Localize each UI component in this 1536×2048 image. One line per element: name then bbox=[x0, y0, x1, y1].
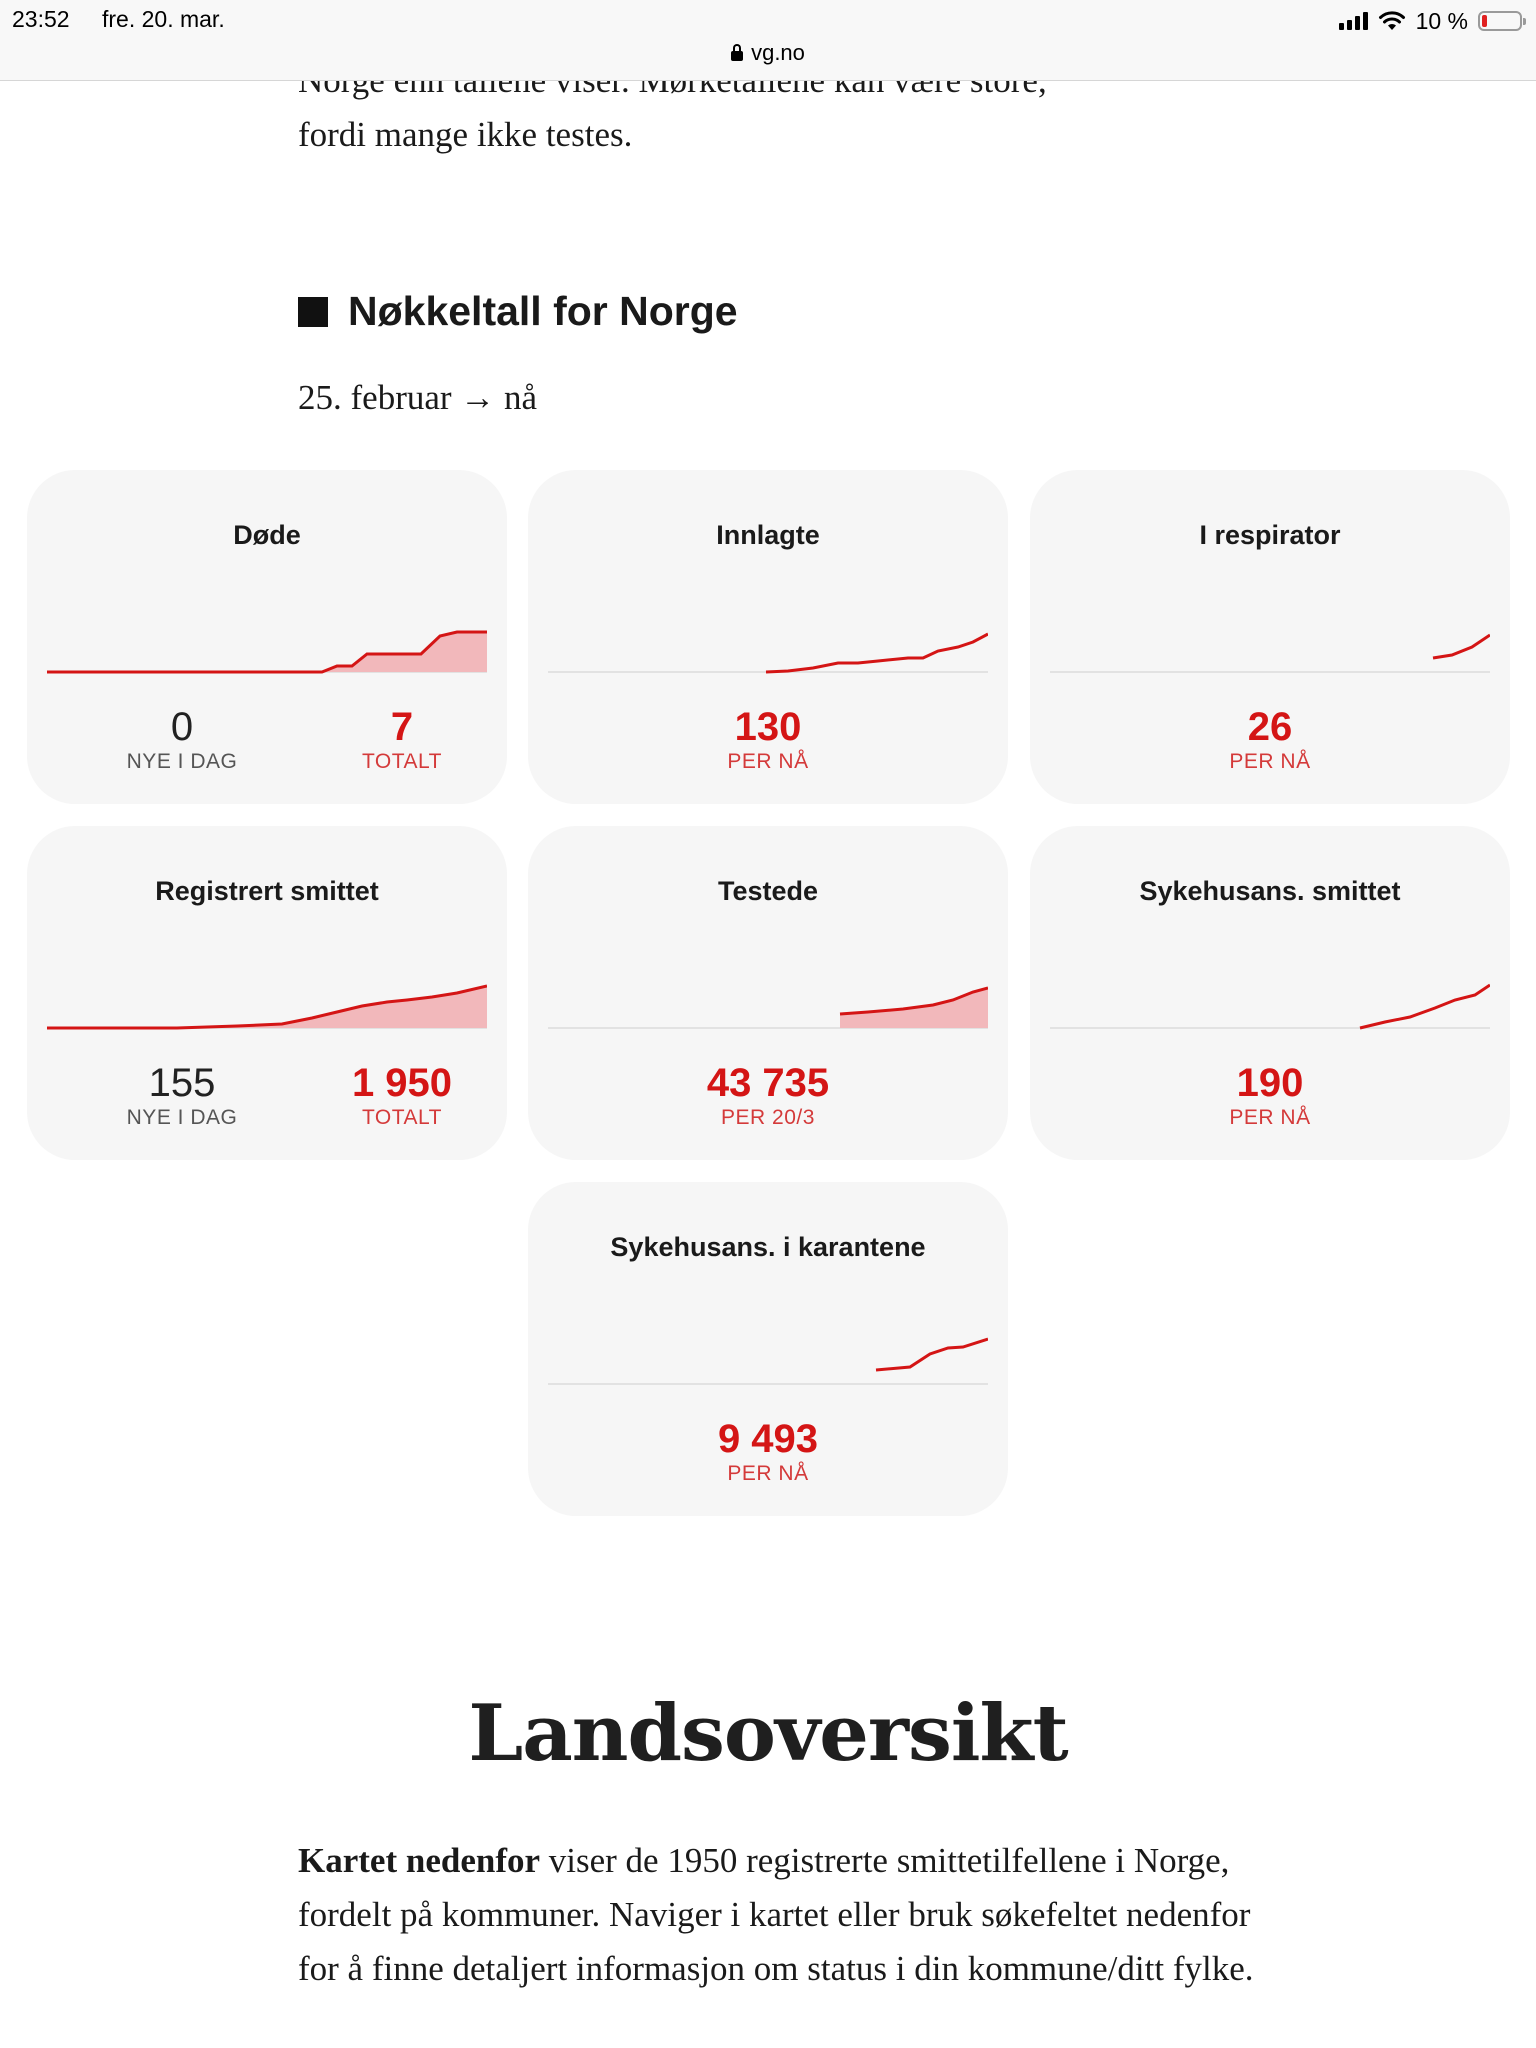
sparkline-chart bbox=[47, 942, 487, 1042]
stat-value: 26 bbox=[1247, 705, 1293, 749]
stat-value: 43 735 bbox=[706, 1061, 830, 1105]
url-text[interactable]: vg.no bbox=[751, 40, 805, 65]
card-title: Innlagte bbox=[716, 520, 820, 550]
status-time: 23:52 bbox=[12, 6, 70, 32]
lead-bold-text: Kartet nedenfor bbox=[298, 1841, 541, 1880]
status-date: fre. 20. mar. bbox=[102, 6, 225, 32]
stat-value: 130 bbox=[734, 705, 802, 749]
stat-label: PER NÅ bbox=[727, 750, 809, 773]
card-title: Døde bbox=[233, 520, 301, 550]
lead-text: viser de 1950 registrerte smittetilfellene i Norge, fordelt på kommuner. Naviger i kartet eller bruk søkefeltet nedenfor for å finne detaljert informasjon om status i din kommune/ditt fylke. bbox=[298, 1841, 1254, 1988]
landsoversikt-heading: Landsoversikt bbox=[468, 1688, 1068, 1779]
stat-label: TOTALT bbox=[361, 1106, 442, 1129]
stat-label: PER NÅ bbox=[727, 1462, 809, 1485]
card-title: Sykehusans. smittet bbox=[1139, 876, 1401, 906]
stat-value: 7 bbox=[390, 705, 414, 749]
card-title: I respirator bbox=[1199, 520, 1341, 550]
stat-total bbox=[292, 1060, 512, 1130]
stat-value: 0 bbox=[170, 705, 194, 749]
sparkline-chart bbox=[1050, 942, 1490, 1042]
stat-current bbox=[1160, 1060, 1380, 1130]
stat-value: 9 493 bbox=[717, 1417, 819, 1461]
stat-label: TOTALT bbox=[361, 750, 442, 773]
stat-label: PER 20/3 bbox=[721, 1106, 815, 1129]
battery-percentage: 10 % bbox=[1415, 7, 1468, 34]
section-title-text: Nøkkeltall for Norge bbox=[348, 288, 738, 334]
card-title: Testede bbox=[717, 876, 819, 906]
stat-value: 1 950 bbox=[351, 1061, 453, 1105]
date-range: 25. februar → nå bbox=[298, 378, 538, 417]
stat-total bbox=[292, 704, 512, 774]
address-bar[interactable] bbox=[0, 40, 1536, 66]
stat-label: NYE I DAG bbox=[126, 750, 238, 773]
sparkline-chart bbox=[548, 586, 988, 686]
card-innlagte[interactable] bbox=[528, 470, 1008, 804]
landsoversikt-paragraph bbox=[298, 1834, 1258, 1996]
sparkline-chart bbox=[548, 942, 988, 1042]
stat-value: 155 bbox=[148, 1061, 216, 1105]
stat-current bbox=[1160, 704, 1380, 774]
stat-label: PER NÅ bbox=[1229, 750, 1311, 773]
stat-current bbox=[658, 1416, 878, 1486]
stat-current bbox=[658, 704, 878, 774]
card-testede[interactable] bbox=[528, 826, 1008, 1160]
stat-label: NYE I DAG bbox=[126, 1106, 238, 1129]
lock-icon bbox=[731, 51, 743, 61]
section-title bbox=[298, 288, 738, 335]
sparkline-chart bbox=[1050, 586, 1490, 686]
browser-top-bar bbox=[0, 0, 1536, 81]
card-sykehusans-karantene[interactable] bbox=[528, 1182, 1008, 1516]
card-title: Registrert smittet bbox=[155, 876, 379, 906]
stat-tested bbox=[658, 1060, 878, 1130]
square-bullet-icon bbox=[298, 297, 328, 327]
card-dode[interactable] bbox=[27, 470, 507, 804]
card-sykehusans-smittet[interactable] bbox=[1030, 826, 1510, 1160]
stat-label: PER NÅ bbox=[1229, 1106, 1311, 1129]
sparkline-chart bbox=[47, 586, 487, 686]
card-registrert-smittet[interactable] bbox=[27, 826, 507, 1160]
card-title: Sykehusans. i karantene bbox=[610, 1232, 926, 1262]
card-respirator[interactable] bbox=[1030, 470, 1510, 804]
battery-icon bbox=[1478, 11, 1522, 31]
wifi-icon bbox=[1378, 11, 1406, 31]
stat-new-today bbox=[72, 704, 292, 774]
intro-line: fordi mange ikke testes. bbox=[298, 115, 633, 154]
cellular-signal-icon bbox=[1339, 12, 1368, 30]
stat-new-today bbox=[72, 1060, 292, 1130]
status-indicators bbox=[1339, 6, 1522, 36]
stat-value: 190 bbox=[1236, 1061, 1304, 1105]
sparkline-chart bbox=[548, 1298, 988, 1398]
